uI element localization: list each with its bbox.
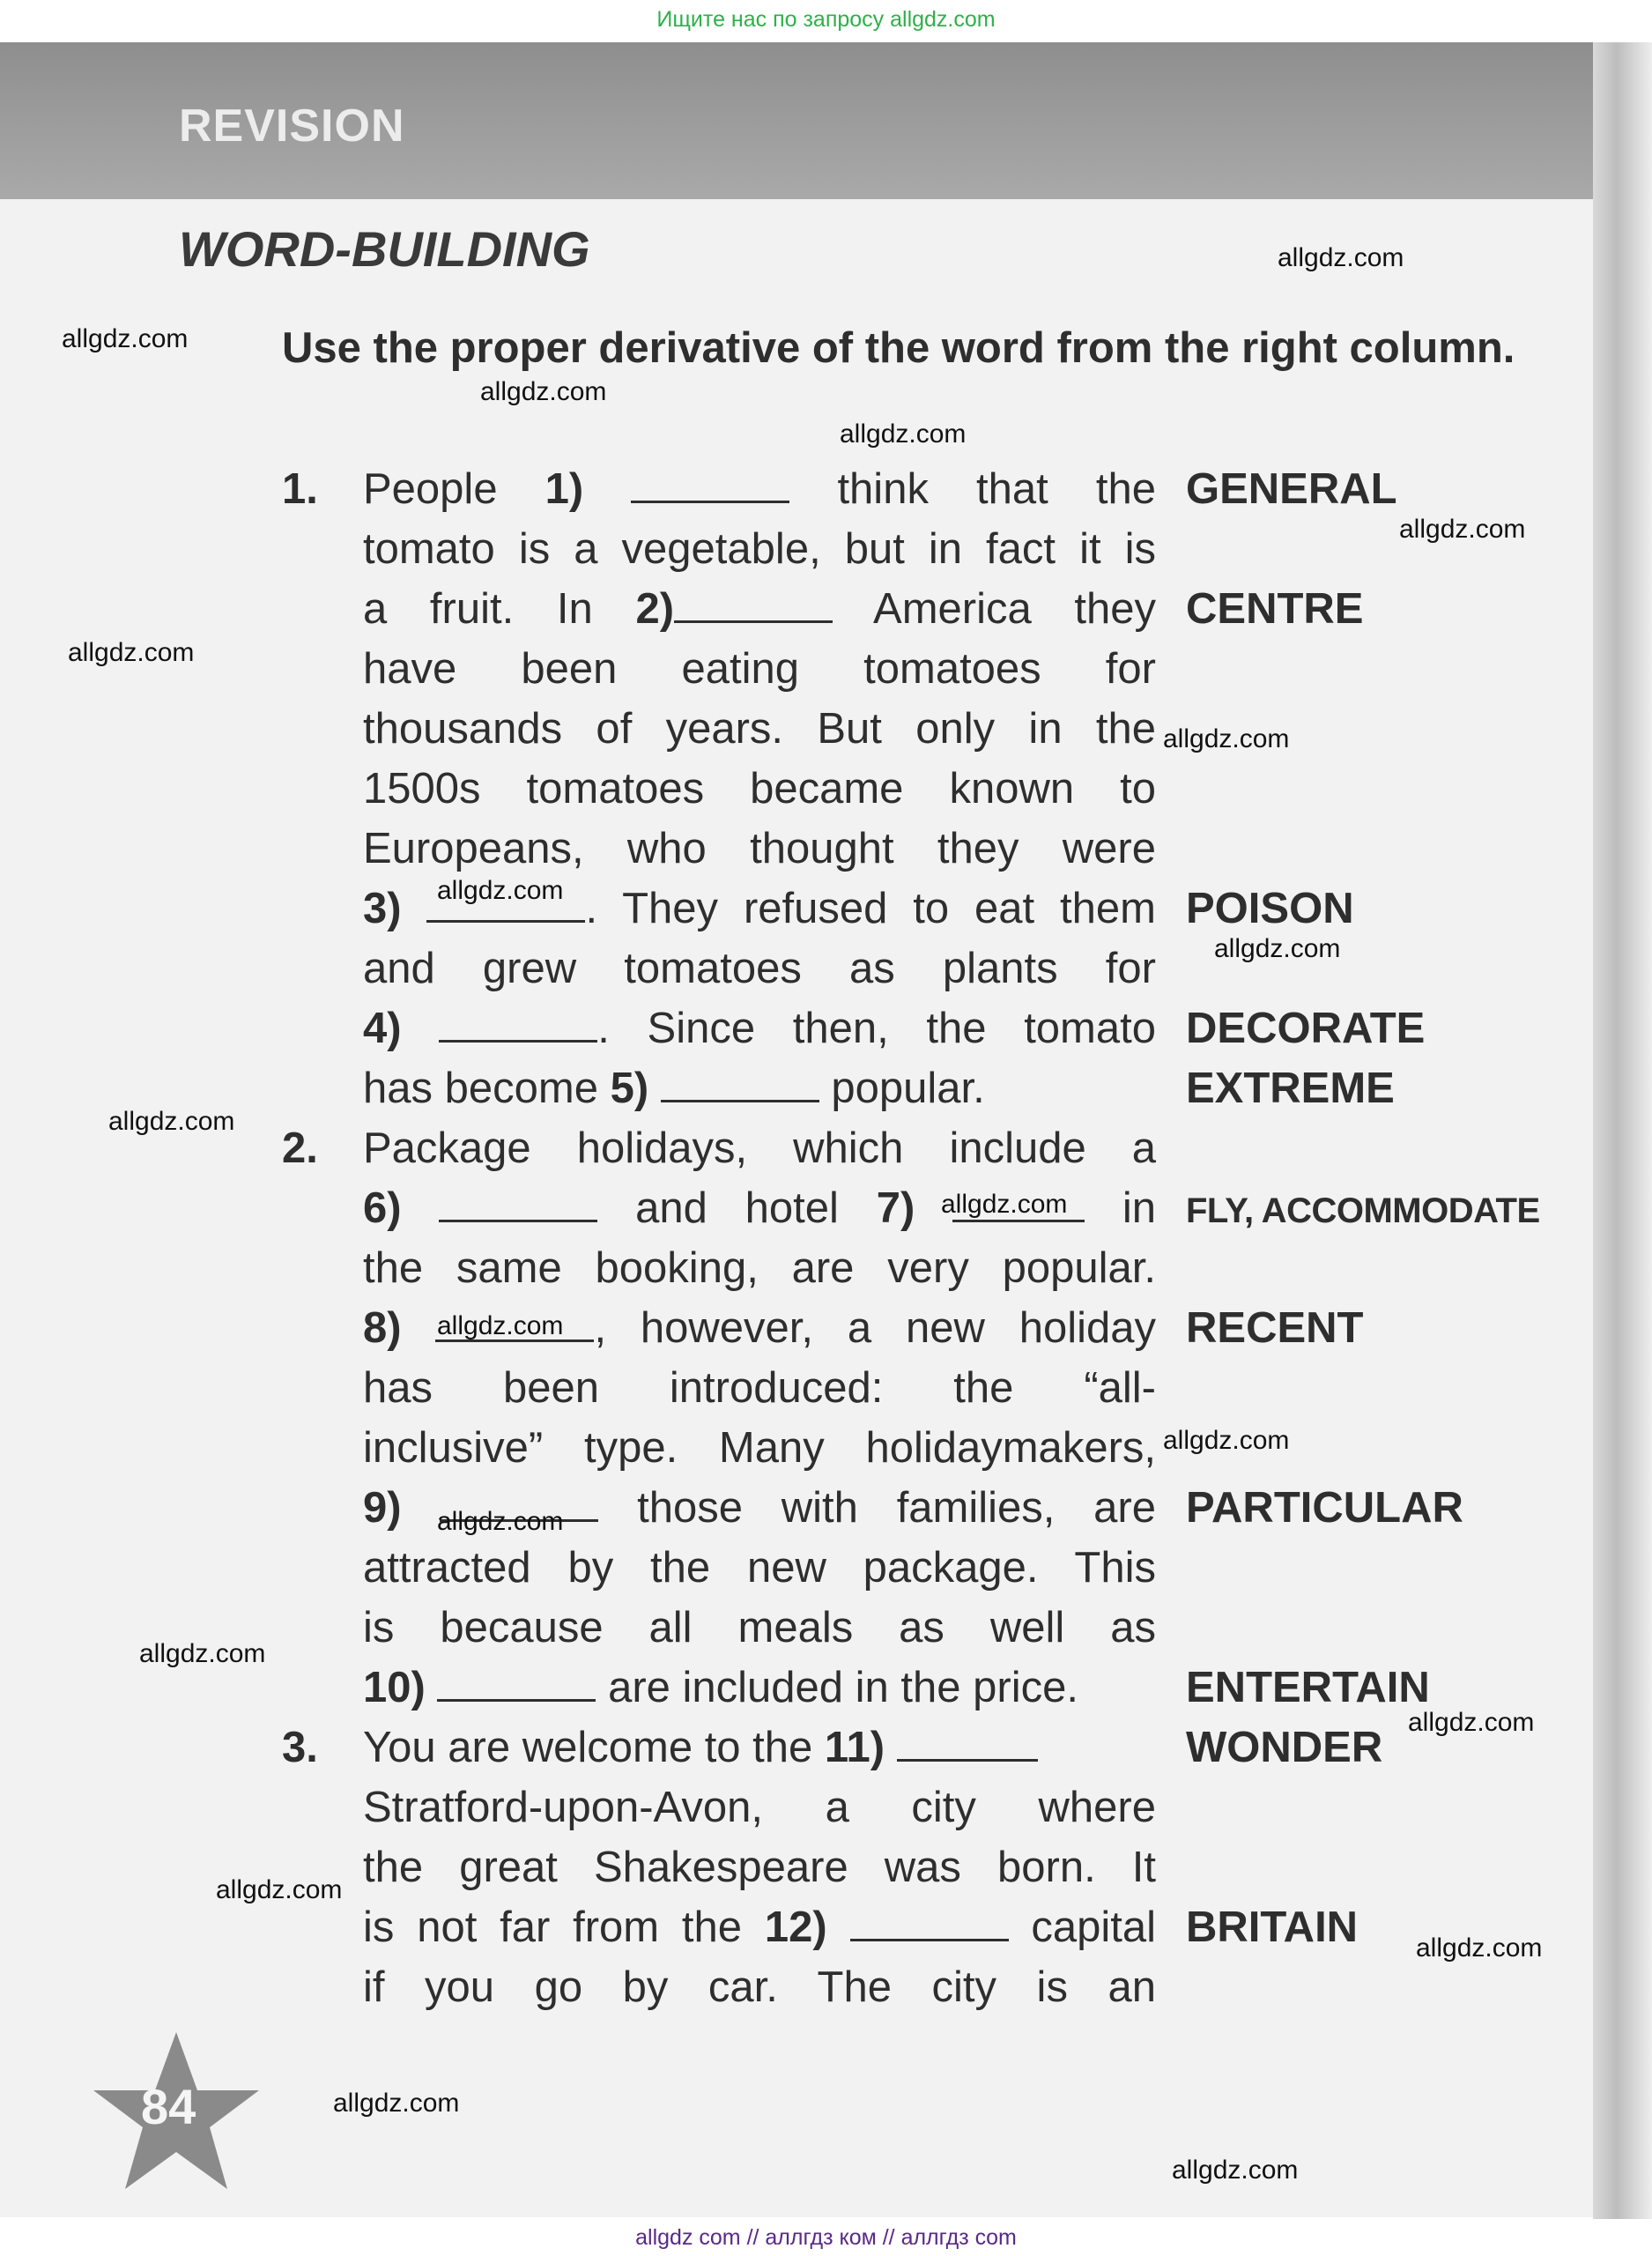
text-line: 1500s tomatoes became known to <box>363 765 1156 813</box>
text-line: the great Shakespeare was born. It <box>363 1844 1156 1891</box>
item-number: 1. <box>282 465 318 513</box>
text-line: has become 5) popular. <box>363 1065 985 1112</box>
watermark: allgdz.com <box>840 419 967 449</box>
right-word: EXTREME <box>1186 1065 1395 1112</box>
right-word: RECENT <box>1186 1304 1364 1352</box>
text-line: People 1) think that the <box>363 465 1156 513</box>
answer-blank[interactable] <box>437 1667 596 1702</box>
text-line: You are welcome to the 11) <box>363 1721 1156 1774</box>
text-line: Europeans, who thought they were <box>363 825 1156 872</box>
answer-blank[interactable] <box>897 1727 1038 1762</box>
answer-blank[interactable] <box>661 1068 819 1102</box>
text-line: is because all meals as well as <box>363 1604 1156 1651</box>
answer-blank[interactable] <box>850 1907 1009 1941</box>
right-word: BRITAIN <box>1186 1904 1359 1951</box>
answer-blank[interactable] <box>439 1008 597 1043</box>
text-line: and grew tomatoes as plants for <box>363 945 1156 992</box>
text-line: thousands of years. But only in the <box>363 705 1156 753</box>
right-word: ENTERTAIN <box>1186 1664 1430 1711</box>
watermark: allgdz.com <box>216 1875 343 1904</box>
text-line: have been eating tomatoes for <box>363 645 1156 693</box>
watermark: allgdz.com <box>1163 724 1290 753</box>
watermark: allgdz.com <box>437 1507 564 1536</box>
text-line: has been introduced: the “all- <box>363 1364 1156 1412</box>
watermark: allgdz.com <box>1278 243 1404 272</box>
text-line: Package holidays, which include a <box>363 1124 1156 1172</box>
watermark: allgdz.com <box>1214 934 1341 963</box>
text-line: 3) . They refused to eat them <box>363 885 1156 932</box>
right-word: GENERAL <box>1186 465 1397 513</box>
text-line: tomato is a vegetable, but in fact it is <box>363 525 1156 573</box>
watermark: allgdz.com <box>480 377 607 406</box>
right-word: WONDER <box>1186 1724 1383 1771</box>
text-line: a fruit. In 2) America they <box>363 585 1157 633</box>
right-word: DECORATE <box>1186 1005 1426 1052</box>
text-line: if you go by car. The city is an <box>363 1963 1156 2011</box>
text-line: 9) those with families, are <box>363 1484 1156 1532</box>
watermark: allgdz.com <box>139 1639 266 1668</box>
text-line: 6) and hotel 7) in <box>363 1184 1156 1232</box>
right-word: FLY, ACCOMMODATE <box>1186 1191 1540 1230</box>
watermark: allgdz.com <box>62 324 189 353</box>
page-title: REVISION <box>179 100 405 152</box>
answer-blank[interactable] <box>439 1188 597 1222</box>
answer-blank[interactable] <box>674 589 833 623</box>
right-word: POISON <box>1186 885 1354 932</box>
watermark: allgdz.com <box>1172 2156 1299 2185</box>
text-line: inclusive” type. Many holidaymakers, <box>363 1424 1156 1472</box>
watermark: allgdz.com <box>68 638 195 667</box>
watermark: allgdz.com <box>437 876 564 905</box>
text-line: the same booking, are very popular. <box>363 1244 1156 1292</box>
watermark: allgdz.com <box>1163 1426 1290 1455</box>
watermark: allgdz.com <box>108 1107 235 1136</box>
bottom-watermark-banner[interactable]: allgdz com // аллгдз ком // аллгдз com <box>0 2219 1652 2256</box>
top-watermark-banner[interactable]: Ищите нас по запросу allgdz.com <box>656 7 996 32</box>
text-line: 10) are included in the price. <box>363 1664 1078 1711</box>
instruction-text: Use the proper derivative of the word from the right column. <box>282 324 1515 372</box>
right-word: CENTRE <box>1186 585 1364 633</box>
text-line: attracted by the new package. This <box>363 1544 1156 1592</box>
page-number: 84 <box>141 2079 196 2134</box>
text-line: is not far from the 12) capital <box>363 1904 1156 1951</box>
watermark: allgdz.com <box>1416 1933 1543 1963</box>
right-word: PARTICULAR <box>1186 1484 1463 1532</box>
watermark: allgdz.com <box>1408 1708 1535 1737</box>
text-line: 4) . Since then, the tomato <box>363 1005 1156 1052</box>
text-line: 8) , however, a new holiday <box>363 1304 1156 1352</box>
item-number: 3. <box>282 1724 318 1771</box>
answer-blank[interactable] <box>631 469 789 503</box>
watermark: allgdz.com <box>437 1311 564 1340</box>
watermark: allgdz.com <box>941 1190 1068 1219</box>
watermark: allgdz.com <box>1399 515 1526 544</box>
book-spine-shadow <box>1593 42 1652 2219</box>
text-line: Stratford-upon-Avon, a city where <box>363 1784 1156 1831</box>
watermark: allgdz.com <box>333 2089 460 2118</box>
section-title: WORD-BUILDING <box>179 221 590 277</box>
item-number: 2. <box>282 1124 318 1172</box>
